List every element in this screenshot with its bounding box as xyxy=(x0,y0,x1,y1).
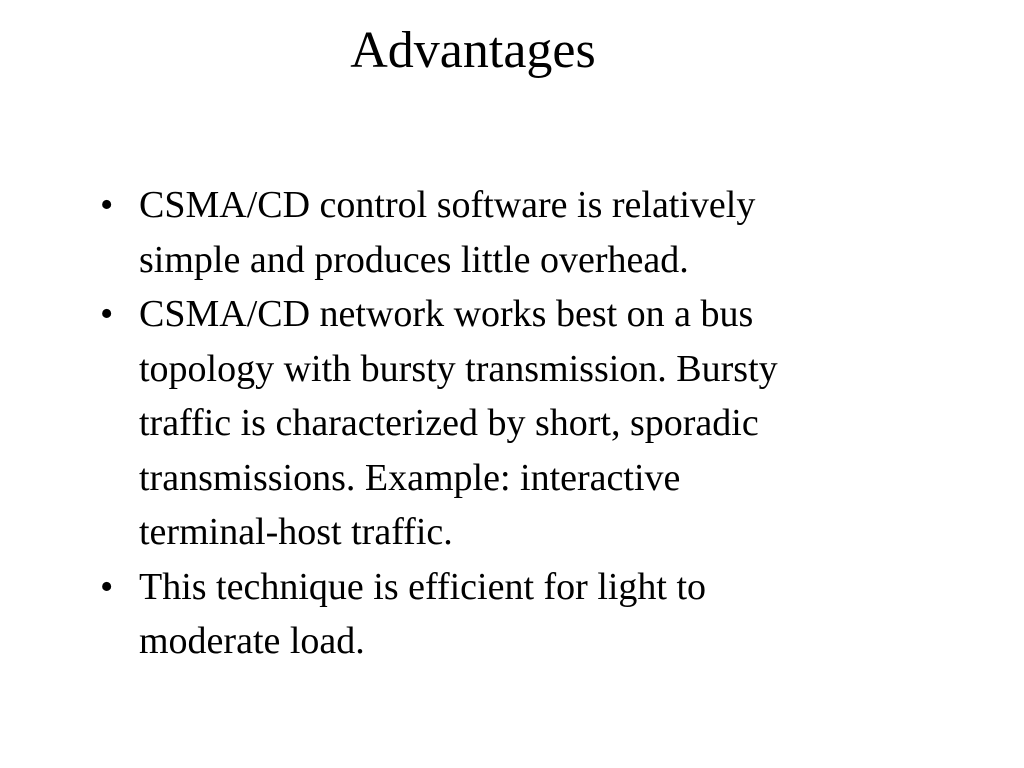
bullet-text-line: moderate load. xyxy=(139,620,365,662)
bullet-text-line: traffic is characterized by short, sporadic xyxy=(139,402,759,444)
bullet-marker: • xyxy=(100,565,114,608)
bullet-item xyxy=(100,287,920,560)
bullet-text-line: This technique is efficient for light to xyxy=(139,565,707,608)
bullet-text-line: terminal-host traffic. xyxy=(139,511,453,553)
bullet-text-line: simple and produces little overhead. xyxy=(139,238,689,281)
bullet-marker: • xyxy=(100,293,114,335)
bullet-text-line: CSMA/CD network works best on a bus xyxy=(139,293,754,335)
bullet-text-line: CSMA/CD control software is relatively xyxy=(139,184,756,226)
bullet-text-line: topology with bursty transmission. Bursty xyxy=(139,347,778,390)
bullet-item xyxy=(100,178,920,287)
bullet-item xyxy=(100,560,920,669)
bullet-text-line: transmissions. Example: interactive xyxy=(139,456,681,499)
bullet-list xyxy=(100,178,920,669)
bullet-marker: • xyxy=(100,184,114,226)
slide-title: Advantages xyxy=(350,22,596,79)
